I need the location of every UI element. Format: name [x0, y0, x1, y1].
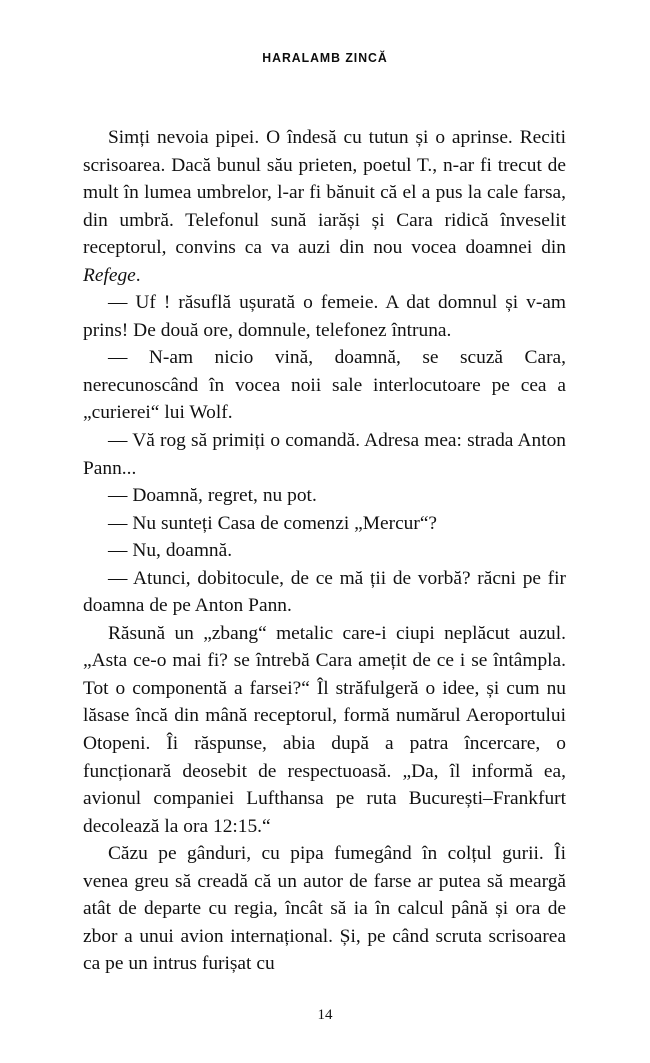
- running-head: HARALAMB ZINCĂ: [262, 50, 388, 65]
- paragraph-tail: .: [135, 264, 141, 286]
- dialogue-line: — Atunci, dobitocule, de ce mă ții de vorbă? răcni pe fir doamna de pe Anton Pann.: [83, 567, 566, 617]
- body-text-block: [83, 124, 566, 978]
- paragraph: [83, 124, 566, 289]
- dialogue-line: — Uf ! răsuflă ușurată o femeie. A dat domnul și v-am prins! De două ore, domnule, telefonez întruna.: [83, 292, 566, 341]
- italic-title: Refege: [83, 264, 136, 286]
- paragraph: Răsună un „zbang“ metalic care-i ciupi neplăcut auzul. „Asta ce-o mai fi? se întrebă Cara amețit de ce i se întâmpla. Tot o componentă a farsei?“ Îl străfulgeră o idee, și cum nu lăsase încă din mână receptorul, formă numărul Aeroportului Otopeni. Îi răspunse, abia după a patra încercare, o funcționară deosebit de respectuoasă. „Da, îl informă ea, avionul companiei Lufthansa pe ruta București–Frankfurt decolează la ora 12:15.“: [83, 622, 566, 837]
- dialogue-line: — Nu sunteți Casa de comenzi „Mercur“?: [108, 512, 438, 534]
- dialogue-line: — Nu, doamnă.: [108, 540, 233, 562]
- page-number: 14: [317, 1007, 333, 1023]
- dialogue-line: — Doamnă, regret, nu pot.: [108, 485, 317, 507]
- paragraph-text: Simți nevoia pipei. O îndesă cu tutun și o aprinse. Reciti scrisoarea. Dacă bunul său prieten, poetul T., n-ar fi trecut de mult în lumea umbrelor, l-ar fi bănuit că el a pus la cale farsa, din umbră. Telefonul sună iarăși și Cara ridică înveselit receptorul, convins ca va auzi din nou vocea doamnei din: [83, 127, 566, 259]
- dialogue-line: — N-am nicio vină, doamnă, se scuză Cara, nerecunoscând în vocea noii sale interlocutoare pe cea a „curierei“ lui Wolf.: [83, 347, 566, 424]
- dialogue-line: — Vă rog să primiți o comandă. Adresa mea: strada Anton Pann...: [83, 430, 566, 479]
- paragraph: Căzu pe gânduri, cu pipa fumegând în colțul gurii. Îi venea greu să creadă că un autor de farse ar putea să meargă atât de departe cu regia, încât să ia în calcul până și ora de zbor a unui avion internațional. Și, pe când scruta scrisoarea ca pe un intrus furișat cu: [83, 843, 566, 975]
